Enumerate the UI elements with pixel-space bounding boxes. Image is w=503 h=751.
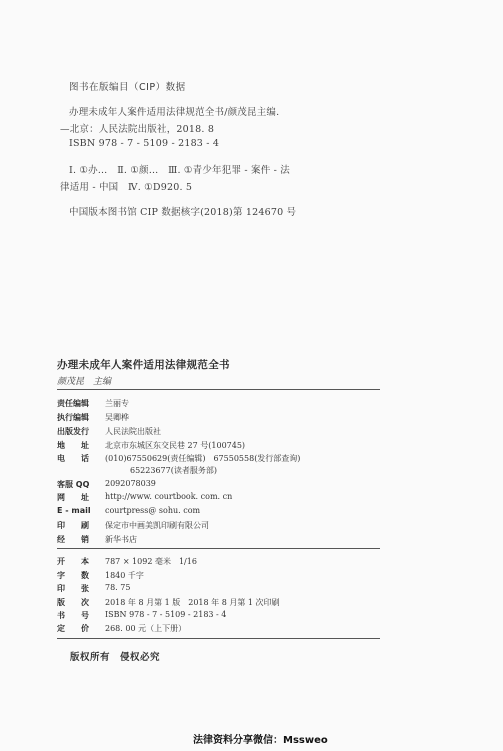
info-value: 2092078039 — [105, 479, 156, 488]
info-label: 网 址 — [57, 493, 89, 502]
divider — [57, 638, 380, 639]
cip-line: ISBN 978 - 7 - 5109 - 2183 - 4 — [69, 138, 220, 149]
info-label: 印 张 — [57, 584, 89, 593]
info-value: http://www. courtbook. com. cn — [105, 492, 233, 501]
info-label: 经 销 — [57, 535, 89, 544]
info-label: 责任编辑 — [57, 399, 89, 408]
info-value: 2018 年 8 月第 1 版 2018 年 8 月第 1 次印刷 — [105, 598, 280, 607]
book-author: 颜茂昆 主编 — [57, 377, 112, 387]
info-label: E - mail — [57, 506, 91, 515]
cip-line: —北京：人民法院出版社，2018. 8 — [60, 124, 215, 135]
book-title: 办理未成年人案件适用法律规范全书 — [57, 359, 230, 371]
info-value: 保定市中画美凯印刷有限公司 — [105, 521, 209, 530]
divider — [57, 389, 380, 390]
info-value: ISBN 978 - 7 - 5109 - 2183 - 4 — [105, 610, 227, 619]
info-label: 客服 QQ — [57, 480, 90, 489]
info-label: 出版发行 — [57, 427, 89, 436]
cip-heading: 图书在版编目（CIP）数据 — [69, 82, 186, 93]
info-value: 新华书店 — [105, 535, 137, 544]
info-label: 字 数 — [57, 571, 89, 580]
info-value: 1840 千字 — [105, 571, 144, 580]
info-value: 65223677(读者服务部) — [130, 466, 217, 475]
info-value: (010)67550629(责任编辑) 67550558(发行部查询) — [105, 454, 301, 463]
info-value: courtpress@ sohu. com — [105, 506, 201, 515]
info-value: 人民法院出版社 — [105, 427, 161, 436]
info-value: 78. 75 — [105, 583, 131, 592]
cip-line: 律适用 - 中国 Ⅳ. ①D920. 5 — [60, 182, 193, 193]
info-label: 版 次 — [57, 598, 89, 607]
info-label: 印 刷 — [57, 521, 89, 530]
info-value: 北京市东城区东交民巷 27 号(100745) — [105, 441, 246, 450]
info-value: 吴卿桦 — [105, 413, 129, 422]
rights-notice: 版权所有 侵权必究 — [70, 652, 161, 663]
info-label: 定 价 — [57, 624, 89, 633]
info-value: 268. 00 元（上下册） — [105, 624, 187, 633]
info-label: 执行编辑 — [57, 413, 89, 422]
cip-line: Ⅰ. ①办… Ⅱ. ①颜… Ⅲ. ①青少年犯罪 - 案件 - 法 — [69, 165, 290, 176]
info-label: 书 号 — [57, 611, 89, 620]
footer-watermark: 法律资料分享微信：Mssweo — [193, 735, 328, 746]
info-label: 开 本 — [57, 557, 89, 566]
info-label: 地 址 — [57, 441, 89, 450]
cip-line: 中国版本图书馆 CIP 数据核字(2018)第 124670 号 — [69, 207, 297, 218]
cip-line: 办理未成年人案件适用法律规范全书/颜茂昆主编. — [69, 107, 280, 118]
info-value: 兰丽专 — [105, 399, 129, 408]
divider — [57, 548, 380, 549]
info-label: 电 话 — [57, 454, 89, 463]
info-value: 787 × 1092 毫米 1/16 — [105, 557, 197, 566]
